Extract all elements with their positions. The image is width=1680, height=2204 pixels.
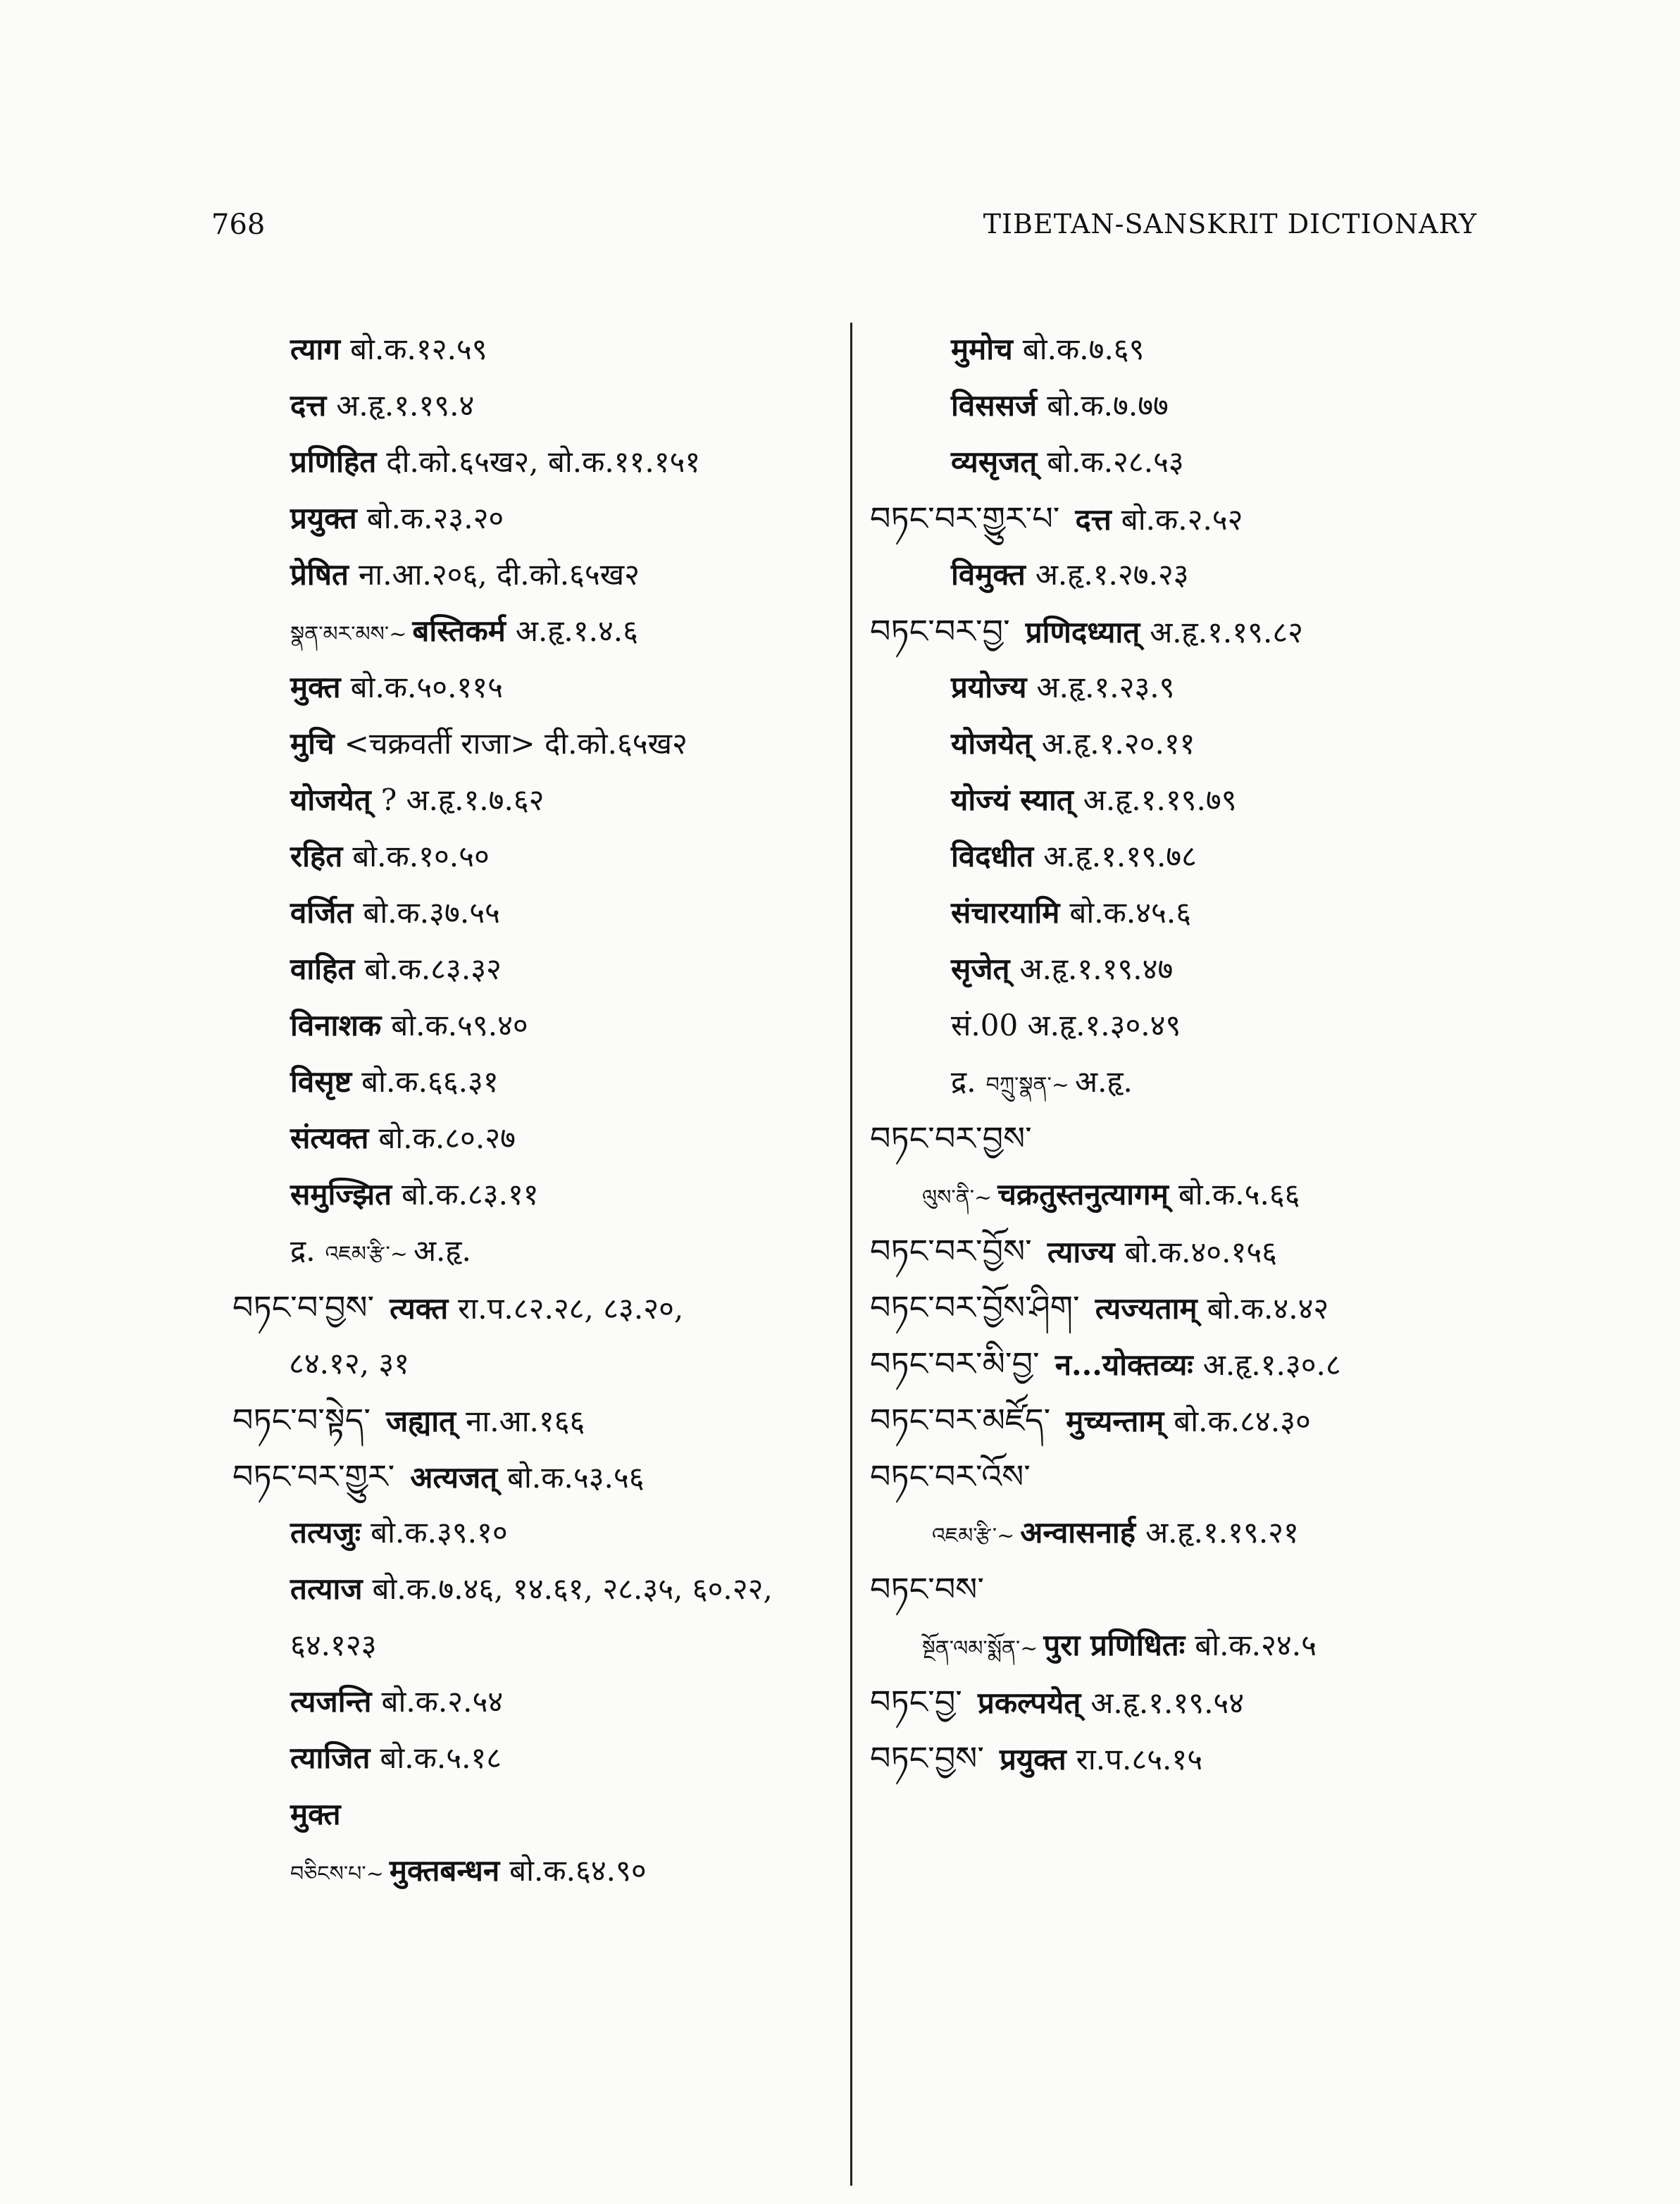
source-reference: बो.क.७.७७	[1047, 388, 1169, 423]
source-reference: बो.क.८०.२७	[378, 1121, 516, 1155]
sanskrit-equivalent: न...योक्तव्यः	[1054, 1347, 1193, 1382]
sanskrit-equivalent: त्यक्त	[390, 1291, 449, 1326]
dictionary-entry	[870, 997, 1476, 1054]
source-reference: बो.क.४५.६	[1069, 895, 1192, 930]
dictionary-entry	[870, 378, 1476, 434]
dictionary-entry	[870, 434, 1476, 490]
cross-reference-marker: द्र.	[290, 1233, 316, 1268]
sanskrit-equivalent: त्याग	[290, 332, 341, 366]
source-reference: ६४.१२३	[290, 1628, 377, 1662]
source-reference: बो.क.५.६६	[1178, 1177, 1300, 1212]
dictionary-entry	[232, 772, 838, 828]
source-reference: अ.हृ.१.२०.११	[1041, 726, 1195, 761]
sanskrit-equivalent: त्यज्यताम्	[1095, 1291, 1197, 1326]
dictionary-entry	[232, 1392, 838, 1448]
dictionary-entry	[232, 941, 838, 997]
dictionary-entry	[232, 1786, 838, 1843]
right-column	[870, 321, 1476, 1786]
tibetan-context: སྣན་མར་མས་~	[290, 622, 407, 647]
tibetan-headword: བཏང་བ་སྟེད་	[232, 1401, 371, 1439]
tibetan-headword: བཏང་བར་བྱོས་	[870, 1232, 1032, 1270]
source-reference: बो.क.२४.५	[1195, 1628, 1317, 1662]
source-reference: रा.प.८२.२८, ८३.२०,	[458, 1291, 684, 1326]
dictionary-entry	[232, 1054, 838, 1110]
sanskrit-equivalent: चक्रतुस्तनुत्यागम्	[997, 1177, 1169, 1212]
sanskrit-equivalent: विससर्ज	[951, 388, 1038, 423]
running-head: TIBETAN-SANSKRIT DICTIONARY	[983, 208, 1477, 239]
sanskrit-equivalent: मुक्त	[290, 670, 341, 704]
source-reference: बो.क.३९.१०	[371, 1515, 508, 1550]
dictionary-entry	[232, 1223, 838, 1279]
dictionary-entry	[870, 1505, 1476, 1561]
source-reference: ना.आ.२०६, दी.को.६५ख२	[359, 557, 640, 592]
sanskrit-equivalent: प्रेषित	[290, 557, 349, 592]
source-reference: अ.हृ.१.१९.७९	[1083, 783, 1237, 817]
dictionary-entry	[870, 1392, 1476, 1448]
source-reference: बो.क.६६.३१	[361, 1064, 499, 1099]
source-reference: बो.क.८३.११	[402, 1177, 539, 1212]
source-reference: अ.हृ.१.२७.२३	[1035, 557, 1189, 592]
tibetan-headword: བཏང་བྱ་	[870, 1683, 962, 1721]
sanskrit-equivalent: प्रकल्पयेत्	[977, 1686, 1081, 1720]
source-reference: बो.क.७.४६, १४.६१, २८.३५, ६०.२२,	[372, 1571, 773, 1606]
source-reference: बो.क.१०.५०	[352, 839, 490, 873]
dictionary-entry	[232, 1279, 838, 1336]
dictionary-entry	[870, 1674, 1476, 1730]
tibetan-headword: བཏང་བས་	[870, 1570, 985, 1608]
dictionary-entry	[870, 1223, 1476, 1279]
cross-reference-marker: द्र.	[951, 1064, 976, 1099]
source-reference: बो.क.३७.५५	[363, 895, 500, 930]
dictionary-entry	[232, 1448, 838, 1505]
source-reference: अ.हृ.	[1075, 1064, 1133, 1099]
dictionary-entry	[232, 997, 838, 1054]
sanskrit-equivalent: मुच्यन्ताम्	[1066, 1404, 1164, 1438]
sanskrit-equivalent: योज्यं स्यात्	[951, 783, 1074, 817]
sanskrit-equivalent: मुक्त	[290, 1797, 341, 1831]
dictionary-entry	[870, 1054, 1476, 1110]
source-reference: बो.क.४०.१५६	[1124, 1235, 1278, 1269]
dictionary-entry	[870, 1730, 1476, 1786]
sanskrit-equivalent: व्यसृजत्	[951, 444, 1038, 479]
dictionary-entry	[232, 1561, 838, 1617]
dictionary-entry	[870, 547, 1476, 603]
sanskrit-equivalent: बस्तिकर्म	[412, 614, 506, 648]
dictionary-entry	[870, 1561, 1476, 1617]
dictionary-entry	[870, 828, 1476, 885]
sanskrit-equivalent: अन्वासनार्ह	[1020, 1515, 1136, 1550]
source-reference: अ.हृ.१.१९.२१	[1145, 1515, 1299, 1550]
sanskrit-equivalent: जह्यात्	[386, 1404, 456, 1438]
dictionary-entry	[232, 321, 838, 378]
sanskrit-equivalent: रहित	[290, 839, 343, 873]
dictionary-entry	[870, 603, 1476, 659]
dictionary-entry	[870, 1617, 1476, 1674]
dictionary-entry	[870, 659, 1476, 716]
sanskrit-equivalent: दत्त	[290, 388, 327, 423]
sanskrit-equivalent: त्याज्य	[1047, 1235, 1115, 1269]
source-reference: ? अ.हृ.१.७.६२	[380, 783, 545, 817]
sanskrit-equivalent: मुचि	[290, 726, 335, 761]
source-reference: दी.को.६५ख२, बो.क.११.१५१	[386, 444, 701, 479]
column-rule	[850, 323, 852, 2186]
source-reference: रा.प.८५.१५	[1076, 1742, 1203, 1776]
sanskrit-equivalent: प्रयोज्य	[951, 670, 1027, 704]
dictionary-entry	[870, 1336, 1476, 1392]
tibetan-headword: བཏང་བར་བྱོས་ཤིག་	[870, 1288, 1080, 1326]
sanskrit-equivalent: योजयेत्	[951, 726, 1032, 761]
source-reference: बो.क.२.५४	[381, 1684, 504, 1719]
sanskrit-equivalent: विसृष्ट	[290, 1064, 352, 1099]
dictionary-entry	[870, 941, 1476, 997]
sanskrit-equivalent: वाहित	[290, 952, 355, 986]
sanskrit-equivalent: विमुक्त	[951, 557, 1026, 592]
tibetan-context: ལུས་ནི་~	[922, 1185, 993, 1210]
sanskrit-equivalent: मुमोच	[951, 332, 1013, 366]
tibetan-headword: བཏང་བ་བྱས་	[232, 1288, 375, 1326]
source-reference: बो.क.६४.९०	[509, 1853, 647, 1888]
dictionary-entry	[232, 490, 838, 547]
sanskrit-equivalent: तत्यजुः	[290, 1515, 361, 1550]
sanskrit-equivalent: योजयेत्	[290, 783, 371, 817]
dictionary-entry	[232, 378, 838, 434]
tibetan-context: འཇམ་རྩི་~	[932, 1524, 1015, 1548]
dictionary-entry	[232, 716, 838, 772]
dictionary-entry	[232, 1110, 838, 1166]
source-reference: अ.हृ.१.१९.८२	[1150, 615, 1303, 649]
source-reference: बो.क.२३.२०	[366, 501, 504, 535]
dictionary-entry	[232, 547, 838, 603]
dictionary-entry	[232, 1166, 838, 1223]
dictionary-entry	[870, 321, 1476, 378]
source-reference: बो.क.५.१८	[380, 1741, 502, 1775]
sanskrit-equivalent: अत्यजत्	[410, 1460, 498, 1495]
source-reference: ८४.१२, ३१	[289, 1346, 410, 1381]
source-reference: बो.क.५०.११५	[350, 670, 503, 704]
sanskrit-equivalent: वर्जित	[290, 895, 354, 930]
source-reference: अ.हृ.१.१९.४७	[1019, 952, 1174, 986]
source-reference: बो.क.२८.५३	[1047, 444, 1184, 479]
sanskrit-equivalent: त्यजन्ति	[290, 1684, 372, 1719]
source-reference: बो.क.५३.५६	[507, 1460, 645, 1495]
left-column	[232, 321, 838, 1899]
dictionary-entry	[870, 490, 1476, 547]
sanskrit-equivalent: विदधीत	[951, 839, 1034, 873]
tibetan-headword: བཏང་བར་བྱ་	[870, 612, 1010, 650]
source-reference: बो.क.२.५२	[1121, 502, 1243, 537]
tibetan-context: འཇམ་རྩི་~	[325, 1242, 408, 1266]
tibetan-headword: བཏང་བྱས་	[870, 1739, 985, 1777]
dictionary-entry	[232, 885, 838, 941]
sanskrit-equivalent: मुक्तबन्धन	[389, 1853, 500, 1888]
dictionary-entry	[870, 772, 1476, 828]
sanskrit-equivalent: प्रयुक्त	[290, 501, 357, 535]
sanskrit-equivalent: प्रयुक्त	[1000, 1742, 1066, 1776]
tibetan-headword: བཏང་བར་གྱུར་པ་	[870, 499, 1060, 537]
sanskrit-equivalent: दत्त	[1075, 502, 1112, 537]
tibetan-headword: བཏང་བར་མི་བྱ་	[870, 1345, 1040, 1383]
dictionary-entry	[232, 828, 838, 885]
source-reference: अ.हृ.१.१९.४	[336, 388, 475, 423]
dictionary-entry	[870, 1448, 1476, 1505]
dictionary-entry	[870, 1166, 1476, 1223]
sanskrit-equivalent: प्रणिदध्यात्	[1025, 615, 1140, 649]
sanskrit-equivalent: सृजेत्	[951, 952, 1010, 986]
sanskrit-equivalent: प्रणिहित	[290, 444, 377, 479]
dictionary-entry	[232, 1730, 838, 1786]
dictionary-entry	[870, 885, 1476, 941]
tibetan-headword: བཏང་བར་བྱས་	[870, 1119, 1032, 1157]
sanskrit-equivalent: संचारयामि	[951, 895, 1060, 930]
source-reference: बो.क.५९.४०	[391, 1008, 528, 1042]
sanskrit-equivalent: विनाशक	[290, 1008, 382, 1042]
tibetan-context: བཅིངས་པ་~	[290, 1862, 384, 1886]
sanskrit-equivalent: संत्यक्त	[290, 1121, 369, 1155]
sanskrit-equivalent: पुरा प्रणिधितः	[1043, 1628, 1186, 1662]
dictionary-entry	[232, 659, 838, 716]
source-reference: बो.क.८४.३०	[1174, 1404, 1311, 1438]
source-reference: बो.क.८३.३२	[364, 952, 502, 986]
dictionary-entry	[232, 603, 838, 659]
dictionary-entry	[232, 1336, 838, 1392]
dictionary-entry	[870, 1110, 1476, 1166]
source-reference: अ.हृ.१.१९.७८	[1043, 839, 1197, 873]
sanskrit-equivalent: समुज्झित	[290, 1177, 392, 1212]
source-reference: ना.आ.१६६	[466, 1404, 585, 1438]
page-number: 768	[211, 208, 266, 241]
dictionary-entry	[232, 1505, 838, 1561]
source-reference: <चक्रवर्ती राजा> दी.को.६५ख२	[344, 726, 687, 761]
source-reference: बो.क.१२.५९	[350, 332, 487, 366]
source-reference: अ.हृ.	[413, 1233, 471, 1268]
source-reference: अ.हृ.१.३०.८	[1202, 1347, 1341, 1382]
source-reference: अ.हृ.१.२३.९	[1036, 670, 1175, 704]
tibetan-headword: བཏང་བར་མཛོད་	[870, 1401, 1051, 1439]
dictionary-entry	[232, 1674, 838, 1730]
dictionary-entry	[870, 716, 1476, 772]
tibetan-headword: བཏང་བར་འོས་	[870, 1457, 1031, 1495]
dictionary-entry	[232, 434, 838, 490]
dictionary-entry	[232, 1843, 838, 1899]
tibetan-headword: བཏང་བར་གྱུར་	[232, 1457, 395, 1495]
dictionary-entry	[870, 1279, 1476, 1336]
source-reference: बो.क.७.६९	[1022, 332, 1145, 366]
tibetan-context: སྔོན་ལམ་སྨོན་~	[922, 1636, 1038, 1661]
source-reference: अ.हृ.१.४.६	[515, 614, 638, 648]
dictionary-entry	[232, 1617, 838, 1674]
source-reference: सं.00 अ.हृ.१.३०.४९	[951, 1008, 1181, 1042]
source-reference: अ.हृ.१.१९.५४	[1090, 1686, 1245, 1720]
sanskrit-equivalent: त्याजित	[290, 1741, 371, 1775]
source-reference: बो.क.४.४२	[1207, 1291, 1329, 1326]
sanskrit-equivalent: तत्याज	[290, 1571, 363, 1606]
tibetan-context: བཀྲུ་སྣན་~	[985, 1073, 1070, 1097]
